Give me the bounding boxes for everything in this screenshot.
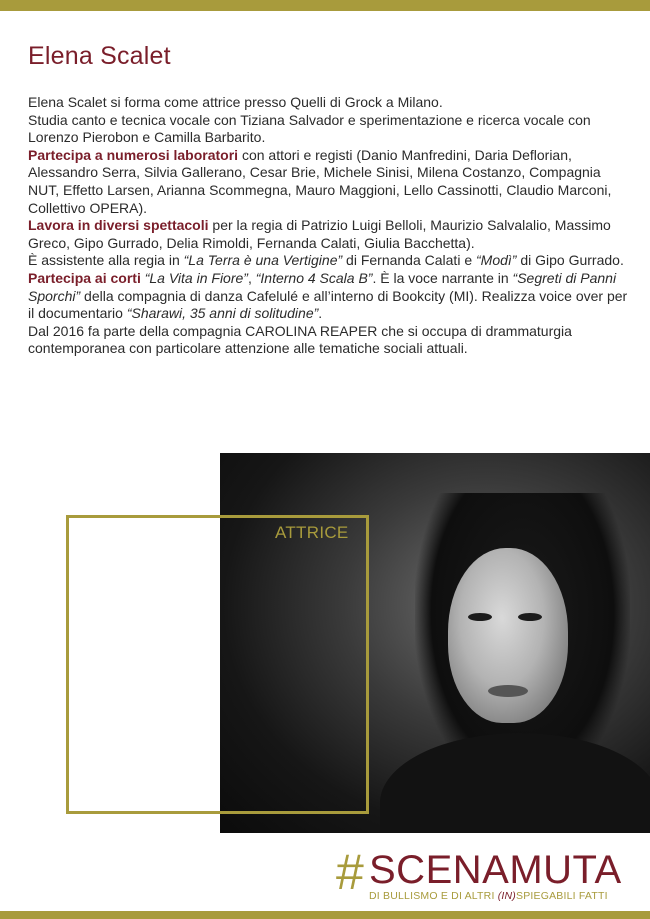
work-title: “Sharawi, 35 anni di solitudine” [126,305,319,322]
bio-paragraph [28,270,628,323]
bio-paragraph [28,217,628,252]
bio-text: di Fernanda Calati e [342,252,476,269]
bio-text: per la regia di Patrizio Luigi Belloli, Maurizio Salvalalio, Massimo Greco, Gipo Gurrado, Delia Rimoldi, Fernanda Calati, Giulia Bacchetta). [28,217,611,251]
biography-text [28,94,628,358]
bio-highlight: Partecipa a numerosi laboratori [28,146,239,163]
role-label: ATTRICE [275,523,349,542]
bio-highlight: Lavora in diversi spettacoli [28,217,209,234]
logo-tagline [369,890,608,902]
bio-paragraph: Studia canto e tecnica vocale con Tiziana Salvador e sperimentazione e ricerca vocale con Lorenzo Pierobon e Camilla Barbarito. [28,111,591,146]
top-accent-bar [0,0,650,11]
page-title: Elena Scalet [28,42,171,70]
logo-hash: # [336,844,364,900]
decorative-frame [66,515,369,814]
bio-text: , [247,269,256,286]
work-title: “Modì” [476,252,517,269]
bio-text: È assistente alla regia in [28,252,184,269]
work-title: “Interno 4 Scala B” [255,269,373,286]
scenamuta-logo [336,844,626,902]
bio-paragraph: Elena Scalet si forma come attrice presso Quelli di Grock a Milano. [28,94,443,110]
work-title: “Segreti di Panni Sporchi” [28,269,617,304]
bio-text: di Gipo Gurrado. [516,252,624,269]
bio-text: . [318,305,323,322]
portrait-eye [468,613,492,621]
logo-tagline-part: SPIEGABILI FATTI [516,890,608,902]
bio-paragraph: Dal 2016 fa parte della compagnia CAROLINA REAPER che si occupa di drammaturgia contemporanea con particolare attenzione alle tematiche sociali attuali. [28,322,572,357]
logo-wordmark: SCENAMUTA [369,848,622,892]
bio-highlight: Partecipa ai corti [28,269,141,286]
bio-text: con attori e registi (Danio Manfredini, Daria Deflorian, Alessandro Serra, Silvia Gallerano, Cesar Brie, Michele Sinisi, Milena Costanzo, Compagnia NUT, Effetto Larsen, Arianna Scommegna, Mauro Maggioni, Lello Cassinotti, Claudio Marconi, Collettivo OPERA). [28,146,612,216]
logo-tagline-part: (IN) [497,890,516,902]
logo-tagline-part: DI BULLISMO E DI ALTRI [369,890,498,902]
work-title: “La Terra è una Vertigine” [183,252,343,269]
bio-text: della compagnia di danza Cafelulé e all’interno di Bookcity (MI). Realizza voice over per il documentario [28,287,628,322]
bio-paragraph [28,252,628,270]
portrait-eye [518,613,542,621]
bottom-accent-bar [0,911,650,919]
bio-text: . È la voce narrante in [372,269,513,286]
portrait-lips [488,685,528,697]
work-title: “La Vita in Fiore” [144,269,248,286]
bio-paragraph [28,147,628,217]
